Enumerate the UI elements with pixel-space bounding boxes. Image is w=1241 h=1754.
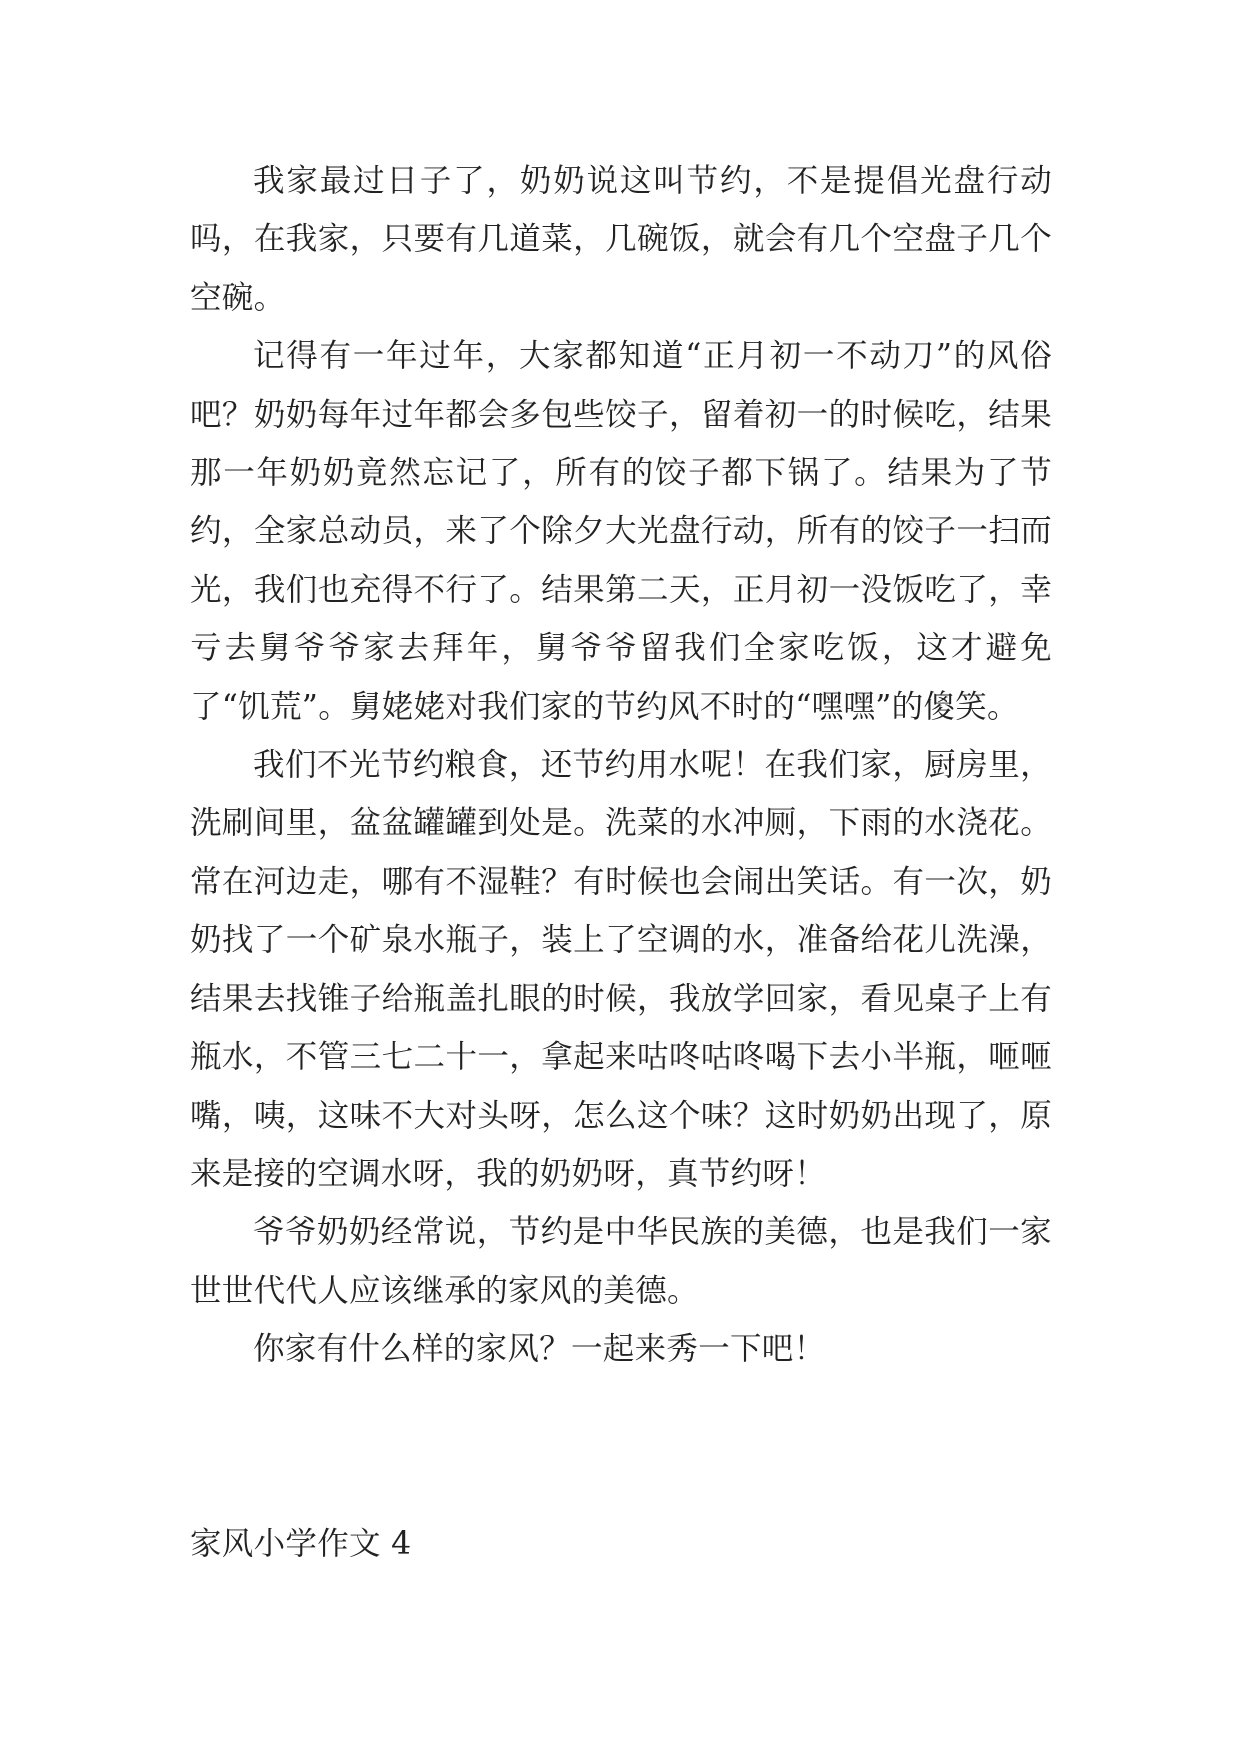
paragraph-new-year-dumplings: 记得有一年过年，大家都知道“正月初一不动刀”的风俗吧？奶奶每年过年都会多包些饺子，留着初一的时候吃，结果那一年奶奶竟然忘记了，所有的饺子都下锅了。结果为了节约，全家总动员，来了个除夕大光盘行动，所有的饺子一扫而光，我们也充得不行了。结果第二天，正月初一没饭吃了，幸亏去舅爷爷家去拜年，舅爷爷留我们全家吃饭，这才避免了“饥荒”。舅姥姥对我们家的节约风不时的“嘿嘿”的傻笑。: [190, 338, 1052, 725]
paragraph-saving-water: 我们不光节约粮食，还节约用水呢！在我们家，厨房里，洗刷间里，盆盆罐罐到处是。洗菜的水冲厕，下雨的水浇花。常在河边走，哪有不湿鞋？有时候也会闹出笑话。有一次，奶奶找了一个矿泉水瓶子，装上了空调的水，准备给花儿洗澡，结果去找锥子给瓶盖扎眼的时候，我放学回家，看见桌子上有瓶水，不管三七二十一，拿起来咕咚咕咚喝下去小半瓶，咂咂嘴，咦，这味不大对头呀，怎么这个味？这时奶奶出现了，原来是接的空调水呀，我的奶奶呀，真节约呀！: [190, 747, 1052, 1192]
document-body: [190, 152, 1052, 1379]
section-heading: 家风小学作文 4: [190, 1526, 412, 1562]
paragraph-family-virtue: 爷爷奶奶经常说，节约是中华民族的美德，也是我们一家世世代代人应该继承的家风的美德。: [190, 1214, 1052, 1309]
paragraph-frugal-family: 我家最过日子了，奶奶说这叫节约，不是提倡光盘行动吗，在我家，只要有几道菜，几碗饭，就会有几个空盘子几个空碗。: [190, 163, 1052, 316]
paragraph-closing-question: 你家有什么样的家风？一起来秀一下吧！: [253, 1331, 826, 1368]
